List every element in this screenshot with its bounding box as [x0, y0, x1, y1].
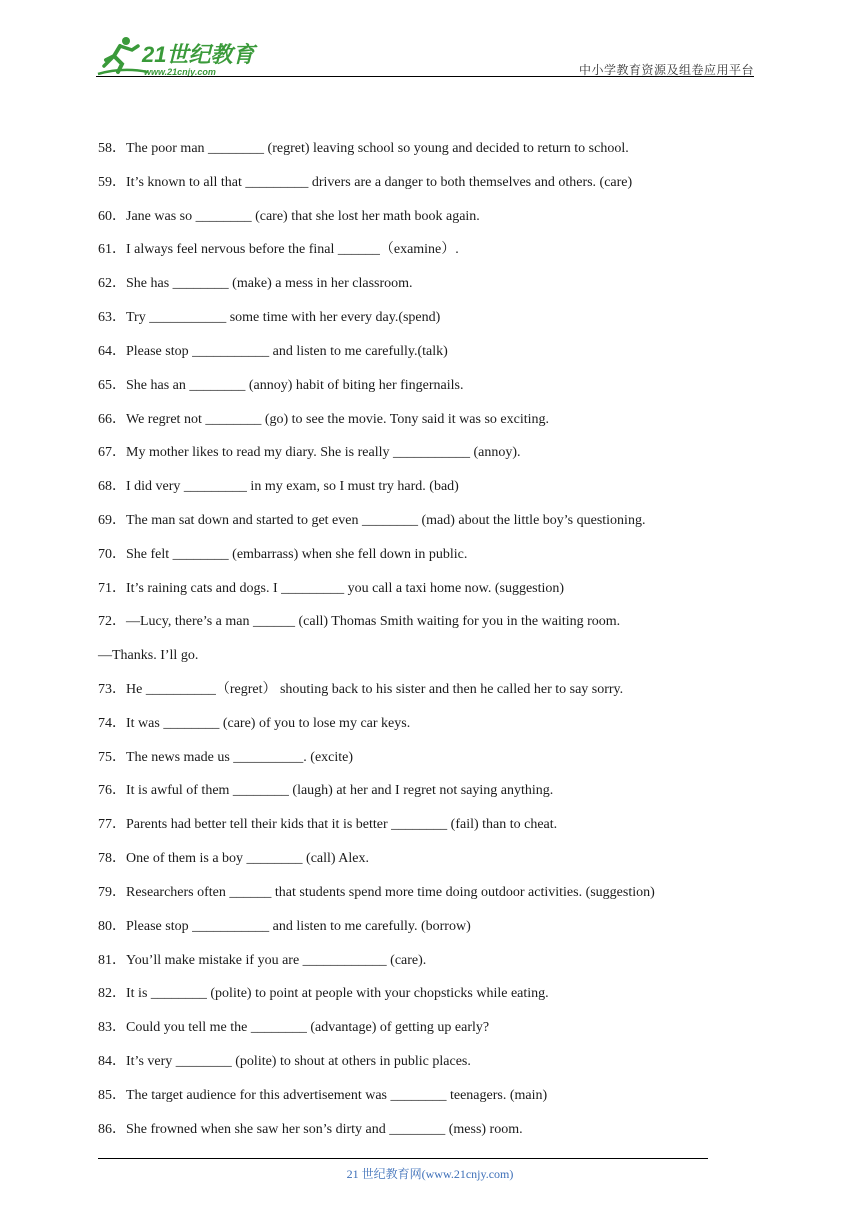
- question-65: 65．She has an ________ (annoy) habit of biting her fingernails.: [98, 377, 464, 393]
- question-75: 75．The news made us __________. (excite): [98, 749, 354, 765]
- svg-text:www.21cnjy.com: www.21cnjy.com: [144, 67, 216, 77]
- question-list: [98, 138, 758, 1152]
- question-83: 83．Could you tell me the ________ (advantage) of getting up early?: [98, 1020, 490, 1036]
- question-61: 61．I always feel nervous before the final ______（examine）.: [98, 242, 459, 258]
- question-60: 60．Jane was so ________ (care) that she lost her math book again.: [98, 208, 480, 224]
- footer-divider: [98, 1158, 708, 1159]
- header-divider: [96, 76, 754, 77]
- question-69: 69．The man sat down and started to get even ________ (mad) about the little boy’s questioning.: [98, 512, 646, 528]
- platform-tagline: 中小学教育资源及组卷应用平台: [578, 63, 754, 77]
- question-70: 70．She felt ________ (embarrass) when she fell down in public.: [98, 546, 468, 562]
- question-79: 79．Researchers often ______ that students spend more time doing outdoor activities. (suggestion): [98, 884, 655, 900]
- question-71: 71．It’s raining cats and dogs. I _________ you call a taxi home now. (suggestion): [98, 580, 565, 596]
- question-58: 58．The poor man ________ (regret) leaving school so young and decided to return to school.: [98, 141, 629, 156]
- question-86: 86．She frowned when she saw her son’s dirty and ________ (mess) room.: [98, 1121, 523, 1137]
- question-84: 84．It’s very ________ (polite) to shout at others in public places.: [98, 1053, 471, 1069]
- svg-text:21世纪教育: 21世纪教育: [142, 42, 255, 67]
- question-80: 80．Please stop ___________ and listen to me carefully. (borrow): [98, 918, 471, 934]
- question-81: 81．You’ll make mistake if you are ____________ (care).: [98, 952, 427, 968]
- question-72-reply: —Thanks. I’ll go.: [98, 648, 199, 664]
- question-76: 76．It is awful of them ________ (laugh) at her and I regret not saying anything.: [98, 783, 554, 799]
- question-85: 85．The target audience for this advertisement was ________ teenagers. (main): [98, 1087, 548, 1103]
- question-68: 68．I did very _________ in my exam, so I must try hard. (bad): [98, 479, 459, 495]
- question-77: 77．Parents had better tell their kids that it is better ________ (fail) than to cheat.: [98, 817, 558, 833]
- question-63: 63．Try ___________ some time with her every day.(spend): [98, 310, 441, 326]
- question-62: 62．She has ________ (make) a mess in her classroom.: [98, 276, 413, 292]
- question-78: 78．One of them is a boy ________ (call) Alex.: [98, 851, 370, 867]
- question-67: 67．My mother likes to read my diary. She is really ___________ (annoy).: [98, 445, 521, 461]
- question-72: 72．—Lucy, there’s a man ______ (call) Thomas Smith waiting for you in the waiting room.: [98, 614, 621, 630]
- question-64: 64．Please stop ___________ and listen to me carefully.(talk): [98, 343, 448, 359]
- runner-logo-icon: [92, 34, 262, 78]
- question-74: 74．It was ________ (care) of you to lose my car keys.: [98, 715, 411, 731]
- footer-site-link[interactable]: 21 世纪教育网(www.21cnjy.com): [346, 1167, 514, 1181]
- question-73: 73．He __________（regret） shouting back to his sister and then he called her to say sorry.: [98, 682, 624, 697]
- site-logo[interactable]: [92, 34, 262, 78]
- question-66: 66．We regret not ________ (go) to see the movie. Tony said it was so exciting.: [98, 411, 549, 427]
- question-59: 59．It’s known to all that _________ drivers are a danger to both themselves and others. (care): [98, 174, 633, 190]
- question-82: 82．It is ________ (polite) to point at people with your chopsticks while eating.: [98, 986, 549, 1002]
- page-header: [0, 0, 860, 80]
